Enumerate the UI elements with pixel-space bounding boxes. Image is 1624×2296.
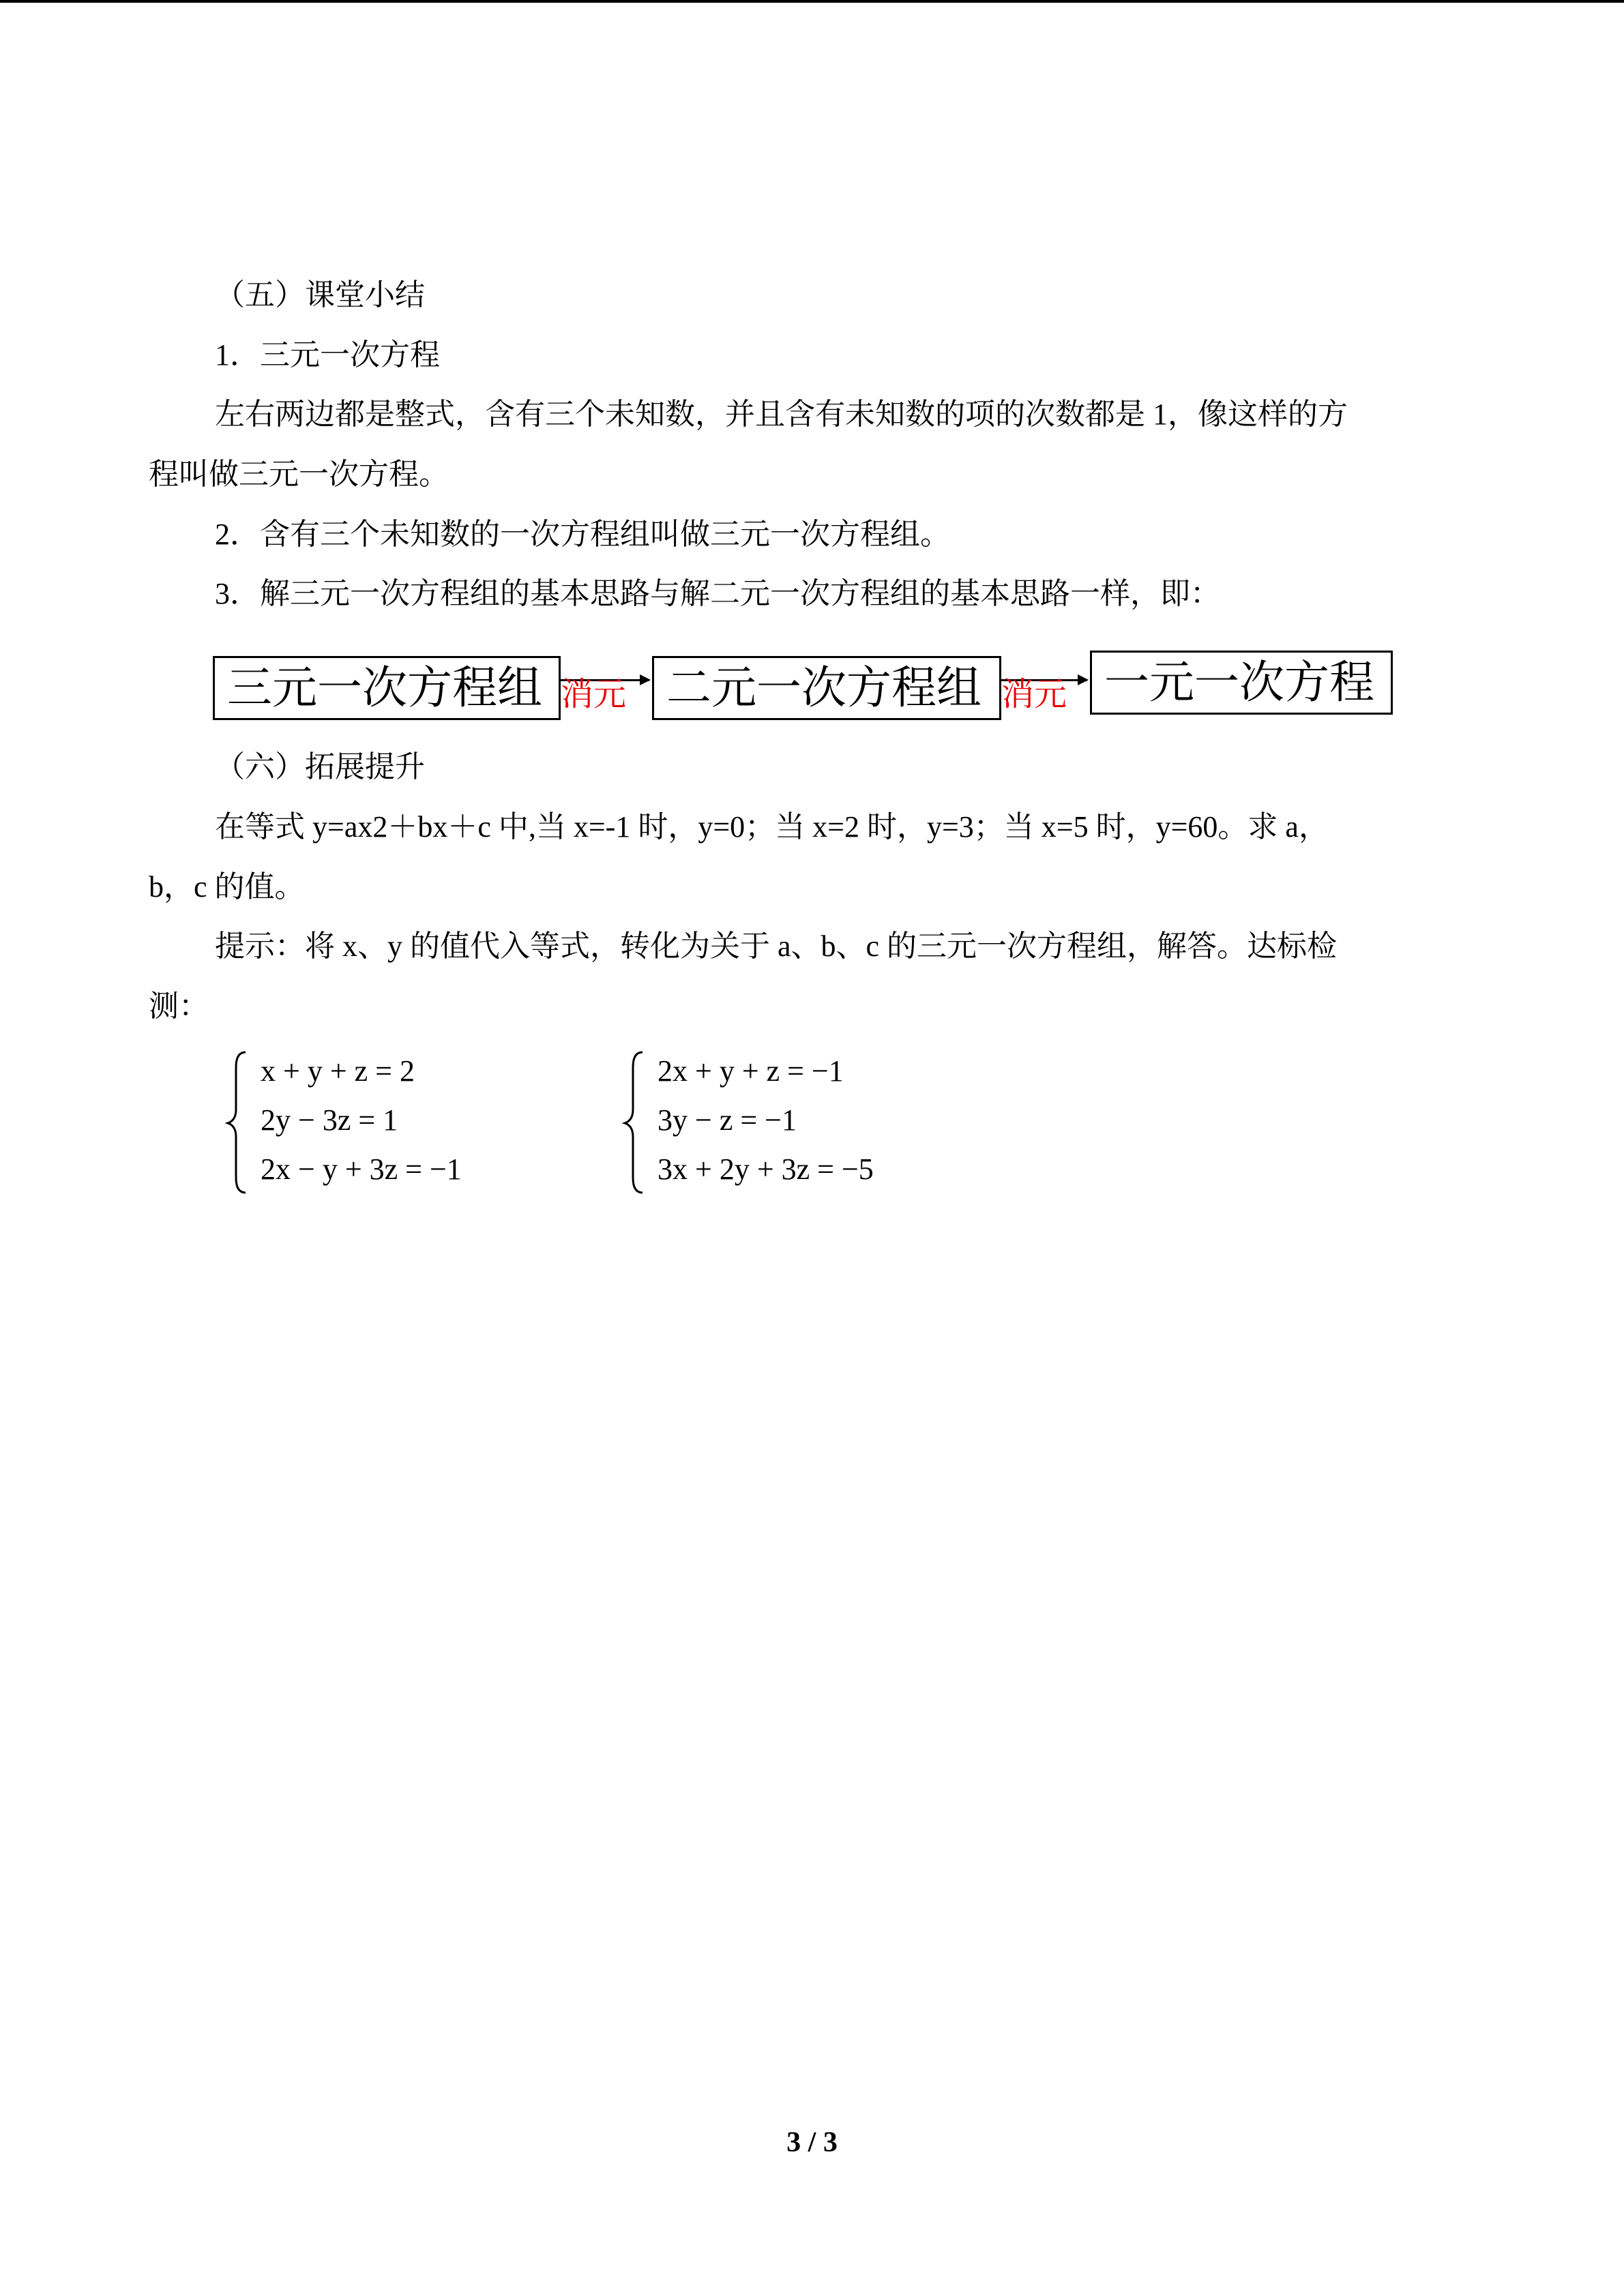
flow-arrow-2 <box>1001 675 1087 713</box>
section5-heading: （五）课堂小结 <box>215 278 425 312</box>
system1-equation-1: x + y + z = 2 <box>261 1054 415 1088</box>
section6-heading: （六）拓展提升 <box>215 750 425 784</box>
problem-line2: b，c 的值。 <box>149 870 305 904</box>
flow-box-two-var-system: 二元一次方程组 <box>652 656 1001 720</box>
left-brace-icon <box>622 1047 649 1197</box>
flow-arrow-1-label: 消元 <box>561 675 627 713</box>
item1-title: 1．三元一次方程 <box>215 338 440 372</box>
equation-system-2 <box>622 1047 977 1204</box>
item1-line2: 程叫做三元一次方程。 <box>149 458 449 491</box>
system1-equation-2: 2y − 3z = 1 <box>261 1103 398 1137</box>
flow-arrow-1 <box>561 675 649 713</box>
left-brace-icon <box>225 1047 252 1197</box>
flow-box-one-var-equation: 一元一次方程 <box>1090 651 1393 715</box>
system2-equation-1: 2x + y + z = −1 <box>658 1054 844 1088</box>
system2-equation-3: 3x + 2y + 3z = −5 <box>658 1152 874 1186</box>
item2-text: 2．含有三个未知数的一次方程组叫做三元一次方程组。 <box>215 518 950 551</box>
problem-line1: 在等式 y=ax2＋bx＋c 中,当 x=-1 时，y=0；当 x=2 时，y=3；当 x=5 时，y=60。求 a， <box>215 810 1329 844</box>
page-number: 3 / 3 <box>786 2127 838 2158</box>
item3-text: 3．解三元一次方程组的基本思路与解二元一次方程组的基本思路一样，即： <box>215 577 1220 610</box>
system2-equation-2: 3y − z = −1 <box>658 1103 797 1137</box>
flow-box-three-var-system: 三元一次方程组 <box>213 656 561 720</box>
flow-arrow-2-label: 消元 <box>1001 675 1067 713</box>
item1-line1: 左右两边都是整式，含有三个未知数，并且含有未知数的项的次数都是 1，像这样的方 <box>215 398 1348 431</box>
hint-line2: 测： <box>149 989 209 1023</box>
hint-line1: 提示：将 x、y 的值代入等式，转化为关于 a、b、c 的三元一次方程组，解答。达标检 <box>215 929 1338 963</box>
equation-system-1 <box>225 1047 580 1204</box>
solution-flow-diagram <box>213 642 1393 724</box>
system1-equation-3: 2x − y + 3z = −1 <box>261 1152 462 1186</box>
